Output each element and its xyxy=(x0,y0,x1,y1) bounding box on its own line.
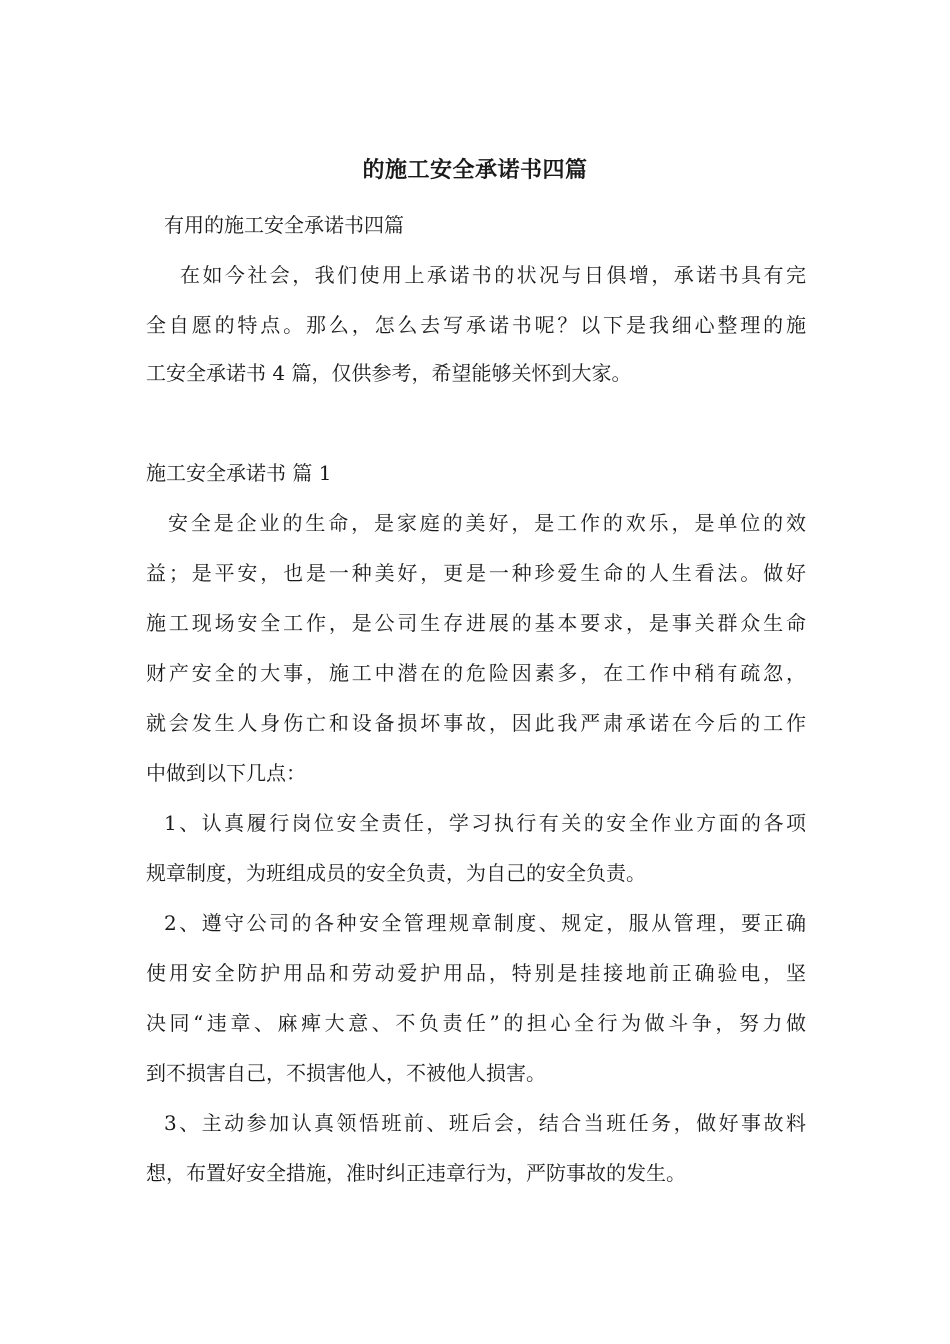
list-item-line: 使用安全防护用品和劳动爱护用品，特别是挂接地前正确验电，坚 xyxy=(146,961,806,985)
document-title: 的施工安全承诺书四篇 xyxy=(362,157,588,183)
paragraph-line: 安全是企业的生命，是家庭的美好，是工作的欢乐，是单位的效 xyxy=(168,511,806,535)
paragraph-line: 中做到以下几点： xyxy=(146,761,306,785)
list-item-line: 到不损害自己，不损害他人，不被他人损害。 xyxy=(146,1061,546,1085)
list-item-line: 想，布置好安全措施，准时纠正违章行为，严防事故的发生。 xyxy=(146,1161,686,1185)
intro-line: 在如今社会，我们使用上承诺书的状况与日俱增，承诺书具有完 xyxy=(180,263,806,287)
document-subtitle: 有用的施工安全承诺书四篇 xyxy=(164,213,404,237)
intro-line: 全自愿的特点。那么，怎么去写承诺书呢？以下是我细心整理的施 xyxy=(146,313,806,337)
list-item-line: 1、认真履行岗位安全责任，学习执行有关的安全作业方面的各项 xyxy=(164,811,806,835)
paragraph-line: 施工现场安全工作，是公司生存进展的基本要求，是事关群众生命 xyxy=(146,611,806,635)
list-item-line: 2、遵守公司的各种安全管理规章制度、规定，服从管理，要正确 xyxy=(164,911,806,935)
paragraph-line: 益；是平安，也是一种美好，更是一种珍爱生命的人生看法。做好 xyxy=(146,561,806,585)
list-item-line: 规章制度，为班组成员的安全负责，为自己的安全负责。 xyxy=(146,861,646,885)
intro-line: 工安全承诺书 4 篇，仅供参考，希望能够关怀到大家。 xyxy=(146,361,632,385)
section-heading: 施工安全承诺书 篇 1 xyxy=(146,461,332,485)
paragraph-line: 就会发生人身伤亡和设备损坏事故，因此我严肃承诺在今后的工作 xyxy=(146,711,806,735)
paragraph-line: 财产安全的大事，施工中潜在的危险因素多，在工作中稍有疏忽， xyxy=(146,661,806,685)
list-item-line: 决同“违章、麻痺大意、不负责任”的担心全行为做斗争，努力做 xyxy=(146,1011,806,1035)
list-item-line: 3、主动参加认真领悟班前、班后会，结合当班任务，做好事故料 xyxy=(164,1111,806,1135)
